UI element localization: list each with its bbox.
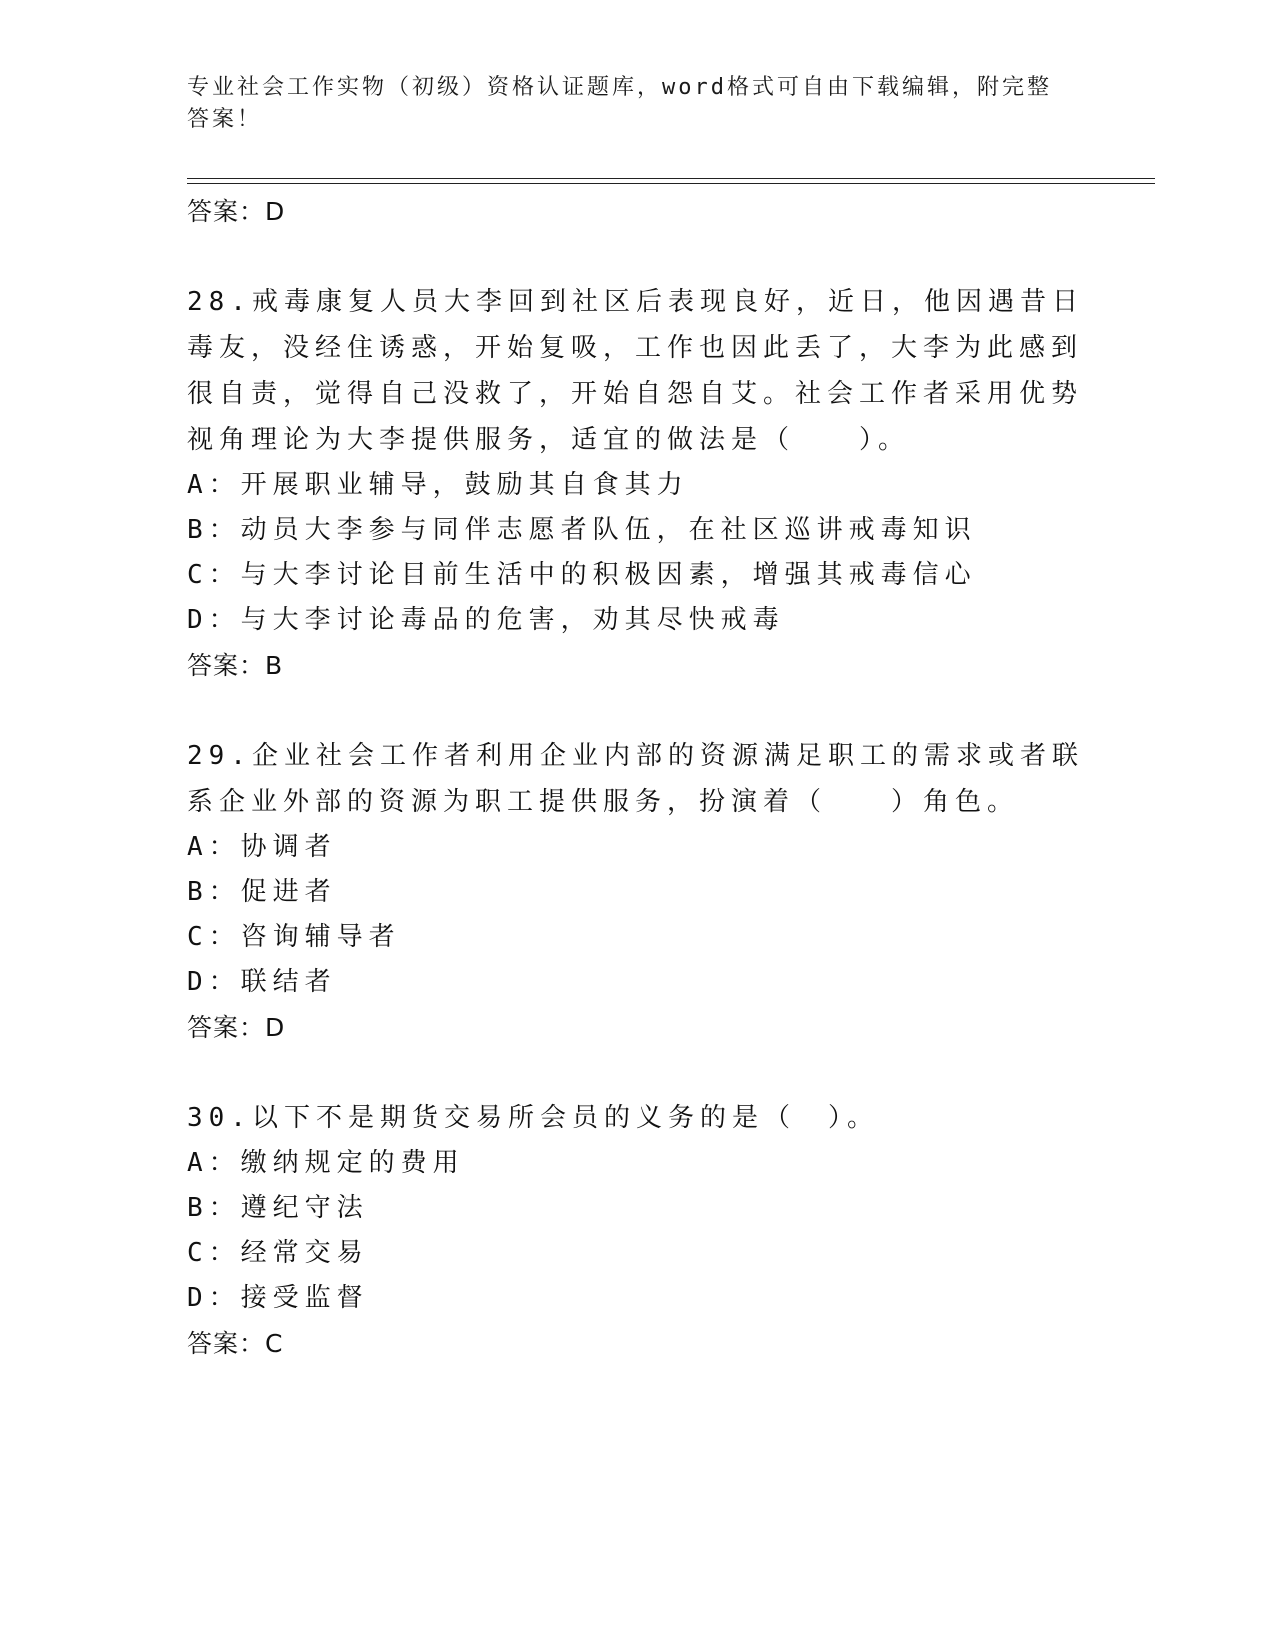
option-b: B：促进者 — [187, 877, 337, 907]
previous-answer: 答案：D — [187, 197, 286, 226]
option-b: B：遵纪守法 — [187, 1193, 369, 1223]
question-answer: 答案：C — [187, 1329, 284, 1358]
option-a: A：缴纳规定的费用 — [187, 1148, 465, 1178]
question-answer: 答案：D — [187, 1013, 286, 1042]
question-answer: 答案：B — [187, 651, 284, 680]
question-stem: 28.戒毒康复人员大李回到社区后表现良好，近日，他因遇昔日毒友，没经住诱惑，开始复吸，工作也因此丢了，大李为此感到很自责，觉得自己没救了，开始自怨自艾。社会工作者采用优势视角理论为大李提供服务，适宜的做法是（ ）。 — [187, 287, 1084, 455]
document-body — [187, 189, 1087, 1366]
page-header: 专业社会工作实物（初级）资格认证题库，word格式可自由下载编辑，附完整答案！ — [187, 75, 1052, 132]
option-c: C：与大李讨论目前生活中的积极因素，增强其戒毒信心 — [187, 560, 977, 590]
option-b: B：动员大李参与同伴志愿者队伍，在社区巡讲戒毒知识 — [187, 515, 977, 545]
question-30 — [187, 1095, 1087, 1366]
option-d: D：接受监督 — [187, 1283, 369, 1313]
question-28 — [187, 279, 1087, 688]
option-d: D：与大李讨论毒品的危害，劝其尽快戒毒 — [187, 605, 785, 635]
option-a: A：开展职业辅导，鼓励其自食其力 — [187, 470, 689, 500]
option-a: A：协调者 — [187, 832, 337, 862]
question-stem: 30.以下不是期货交易所会员的义务的是（ ）。 — [187, 1103, 879, 1133]
option-c: C：经常交易 — [187, 1238, 369, 1268]
question-stem: 29.企业社会工作者利用企业内部的资源满足职工的需求或者联系企业外部的资源为职工提供服务，扮演着（ ）角色。 — [187, 741, 1084, 817]
option-d: D：联结者 — [187, 967, 337, 997]
header-divider — [187, 178, 1155, 184]
question-29 — [187, 733, 1087, 1050]
option-c: C：咨询辅导者 — [187, 922, 401, 952]
